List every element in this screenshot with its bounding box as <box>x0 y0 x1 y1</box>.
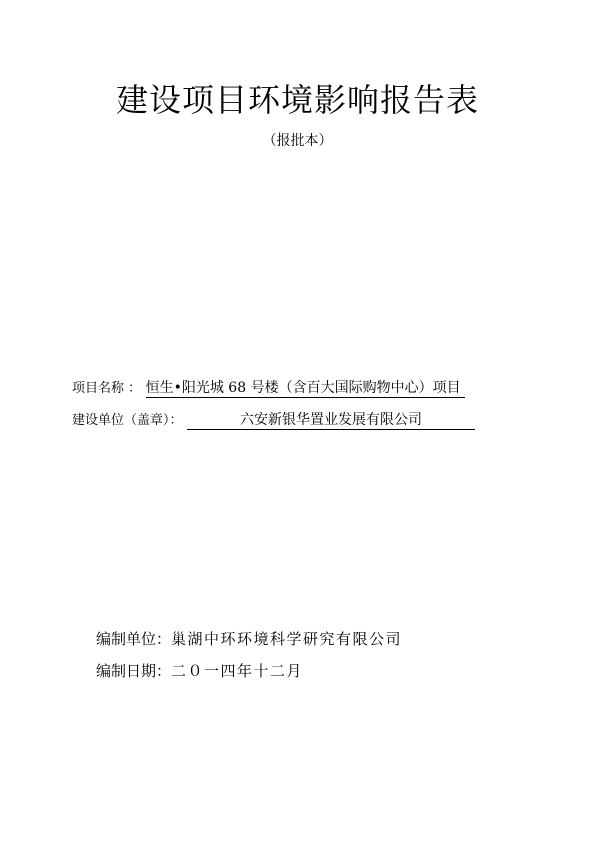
project-name-label: 项目名称 ： <box>72 381 142 396</box>
prepared-date-label: 编制日期： <box>96 662 172 680</box>
prepared-by-label: 编制单位： <box>96 630 172 648</box>
document-subtitle: （报批本） <box>262 133 333 149</box>
prepared-date-row <box>96 660 303 682</box>
document-title: 建设项目环境影响报告表 <box>115 81 479 119</box>
prepared-date-value: 二０一四年十二月 <box>171 662 304 680</box>
prepared-by-row <box>96 628 402 650</box>
project-name-row <box>72 378 465 399</box>
construction-unit-label: 建设单位（盖章）： <box>72 413 183 428</box>
construction-unit-row <box>72 410 475 431</box>
project-name-value: 恒生•阳光城 68 号楼（含百大国际购物中心）项目 <box>146 379 465 398</box>
construction-unit-value: 六安新银华置业发展有限公司 <box>187 411 475 430</box>
prepared-by-value: 巢湖中环环境科学研究有限公司 <box>171 630 403 648</box>
